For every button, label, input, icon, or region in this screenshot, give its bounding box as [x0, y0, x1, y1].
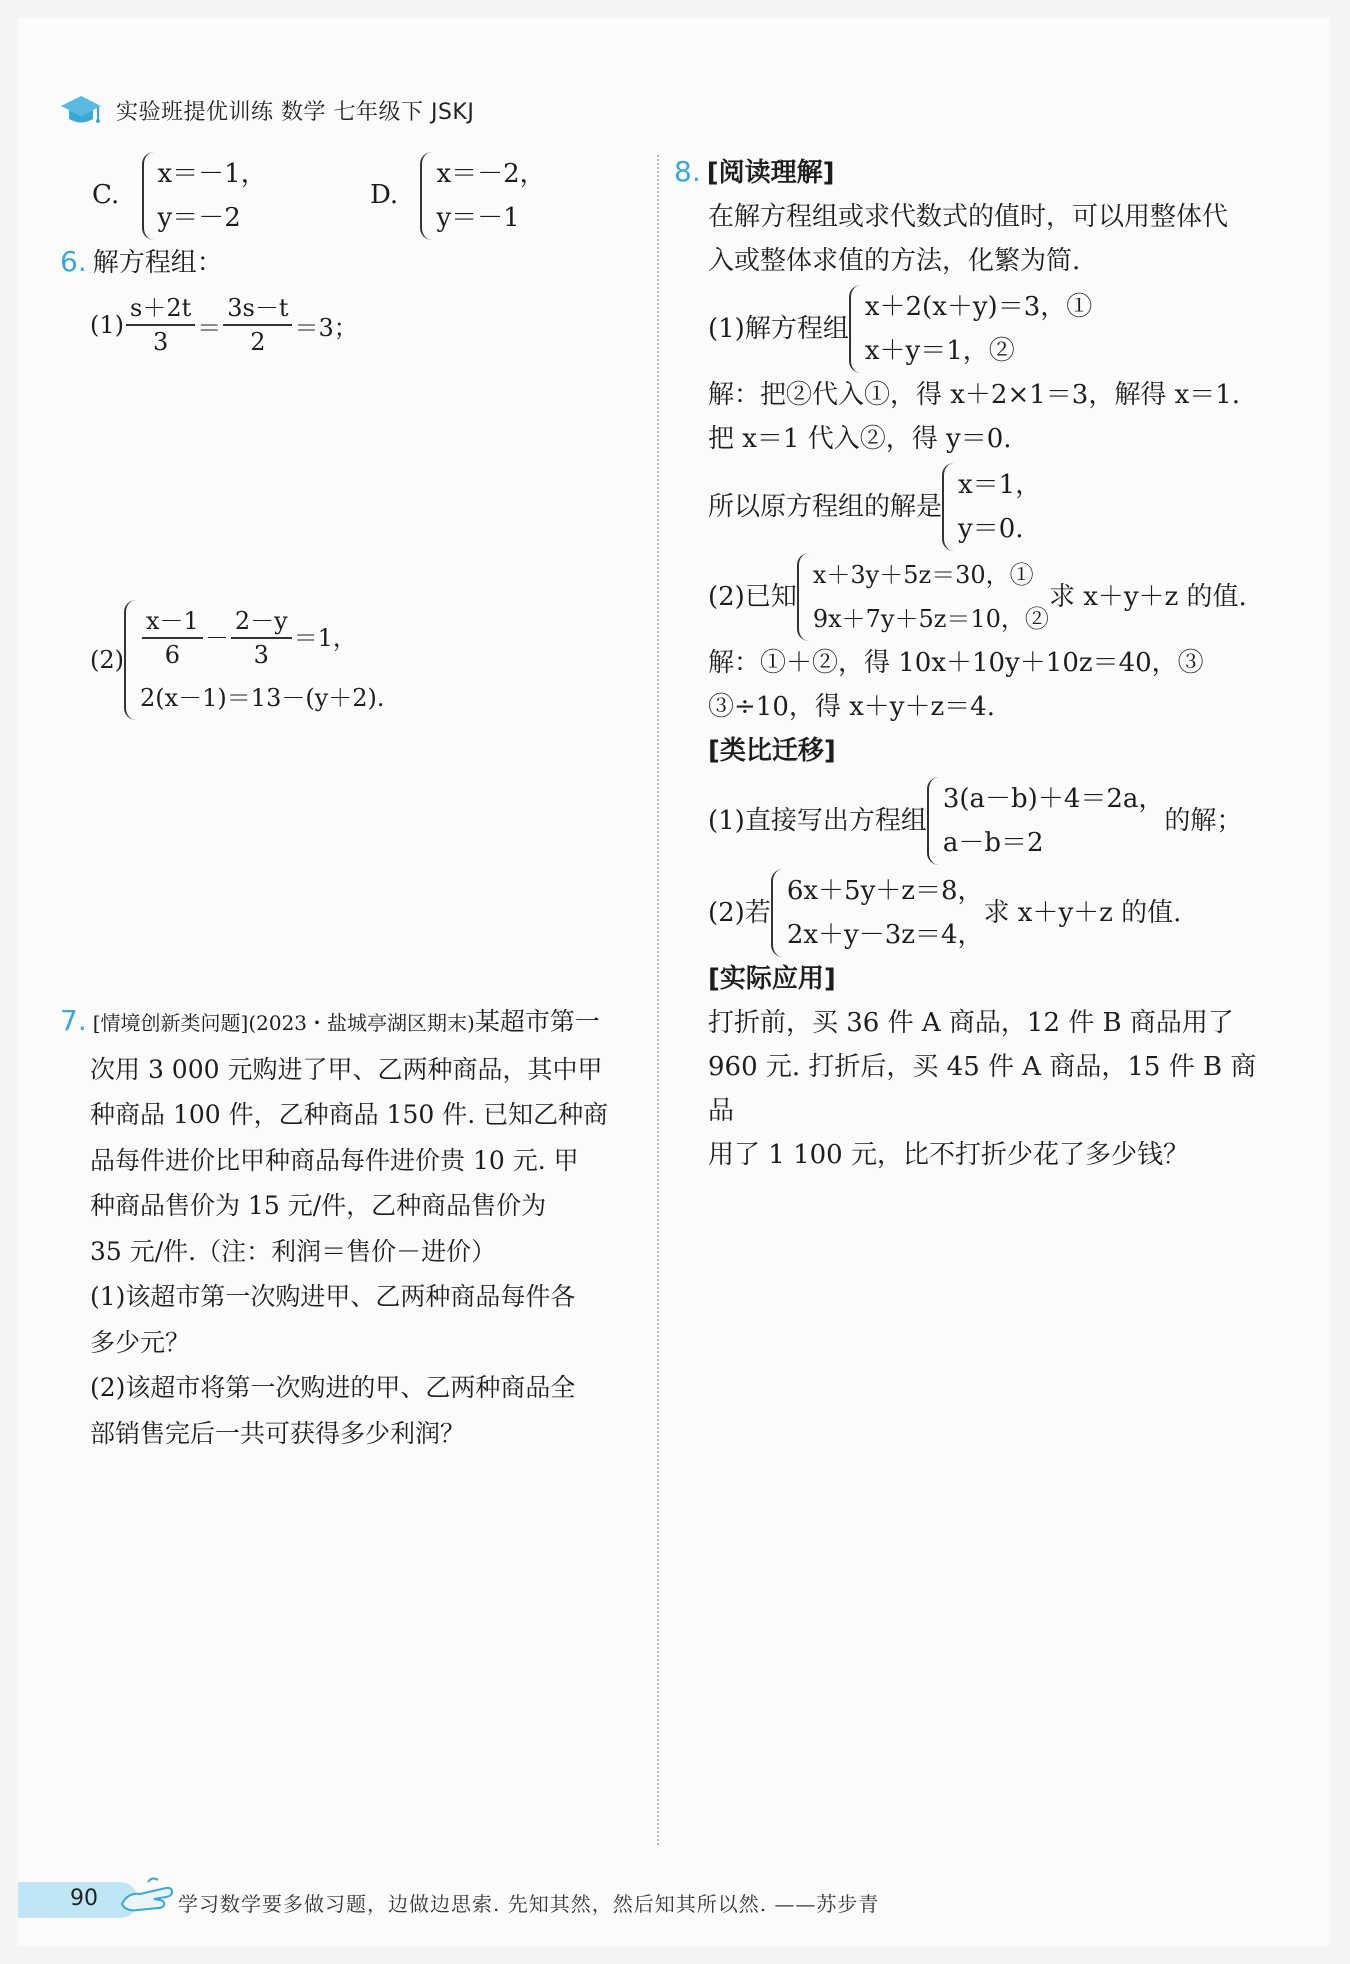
footer	[18, 1874, 1330, 1926]
solution-line: 把 x＝1 代入②，得 y＝0.	[708, 424, 1012, 454]
example-label: (2)已知	[708, 582, 797, 612]
q7-line: 种商品售价为 15 元/件，乙种商品售价为	[90, 1191, 547, 1220]
q8-intro-line: 入或整体求值的方法，化繁为简.	[708, 246, 1081, 276]
q7-line: 35 元/件.（注：利润＝售价－进价）	[90, 1236, 497, 1266]
fraction-denominator: 2	[250, 328, 266, 356]
q6-part2	[90, 600, 385, 720]
example-label: (1)解方程组	[708, 314, 849, 344]
q6-part1-label: (1)	[90, 311, 124, 339]
q7-line: 品每件进价比甲种商品每件进价贵 10 元. 甲	[90, 1145, 579, 1175]
q8-example2	[708, 553, 1274, 641]
q7	[60, 998, 650, 1456]
brace	[771, 869, 783, 957]
q7-first-line	[60, 998, 650, 1047]
fraction	[223, 292, 292, 358]
fraction	[126, 292, 195, 358]
fraction-numerator: 3s－t	[223, 292, 292, 326]
q6-heading	[60, 240, 223, 285]
q7-line: 种商品 100 件，乙种商品 150 件. 已知乙种商	[90, 1100, 609, 1129]
fraction-denominator: 3	[253, 641, 269, 669]
system-line: 6x＋5y＋z＝8，	[786, 876, 984, 906]
fraction	[142, 605, 203, 671]
q5-option-d-system	[420, 152, 545, 240]
q6-part2-system	[124, 600, 385, 720]
fraction-numerator: s＋2t	[126, 292, 195, 326]
system-line: x＝－2，	[436, 159, 546, 189]
graduation-cap-icon	[60, 93, 102, 127]
brace	[420, 152, 432, 240]
q8-transfer1	[708, 777, 1274, 865]
fraction-denominator: 6	[164, 641, 181, 669]
system-line: x＋y＝1，②	[864, 336, 1015, 366]
header-title: 实验班提优训练 数学 七年级下 JSKJ	[116, 99, 475, 125]
application-line: 打折前，买 36 件 A 商品，12 件 B 商品用了	[708, 1008, 1234, 1038]
brace	[942, 463, 954, 551]
system-line: 9x＋7y＋5z＝10，②	[812, 605, 1049, 633]
system-line: 3(a－b)＋4＝2a，	[942, 784, 1165, 814]
fraction-numerator: x－1	[142, 605, 203, 639]
q5-option-c	[92, 152, 267, 240]
q5-option-d-label: D.	[370, 180, 399, 210]
q8-example1	[708, 285, 1274, 373]
question-number: 8.	[674, 155, 701, 188]
fraction-denominator: 3	[152, 328, 169, 356]
minus-sign: －	[204, 624, 229, 652]
system-line: x＋3y＋5z＝30，①	[812, 561, 1034, 589]
q7-line: 某超市第一	[474, 1007, 600, 1036]
q5-option-c-system	[142, 152, 267, 240]
brace	[142, 152, 154, 240]
system-line: 2(x－1)＝13－(y＋2).	[140, 684, 385, 712]
fraction	[231, 605, 292, 671]
task-label: (1)直接写出方程组	[708, 806, 927, 836]
equation-system	[771, 869, 984, 957]
system-line: a－b＝2	[942, 828, 1044, 858]
q8-solution1-conclusion	[708, 463, 1274, 551]
system-line: y＝－2	[157, 203, 241, 233]
equation-system	[927, 777, 1165, 865]
footer-quote: 学习数学要多做习题，边做边思索. 先知其然，然后知其所以然. ——苏步青	[178, 1892, 880, 1916]
equation-system	[942, 463, 1041, 551]
header	[60, 90, 474, 130]
q8	[674, 150, 1274, 1177]
q7-line: 多少元？	[90, 1327, 191, 1357]
brace	[797, 553, 809, 641]
q8-heading	[674, 150, 1274, 195]
brace	[927, 777, 939, 865]
q5-option-c-label: C.	[92, 180, 120, 210]
solution-line: ③÷10，得 x＋y＋z＝4.	[708, 692, 995, 722]
equation-tail: ＝3；	[294, 313, 358, 342]
task-tail: 的解；	[1164, 806, 1243, 836]
question-number: 6.	[60, 245, 87, 278]
q6-part1	[90, 292, 358, 358]
application-line: 用了 1 100 元，比不打折少花了多少钱？	[708, 1140, 1189, 1170]
solution-line: 解：①＋②，得 10x＋10y＋10z＝40，③	[708, 648, 1204, 678]
q7-line: (2)该超市将第一次购进的甲、乙两种商品全	[90, 1373, 576, 1402]
q7-line: 次用 3 000 元购进了甲、乙两种商品，其中甲	[90, 1054, 603, 1084]
q6-title: 解方程组：	[92, 248, 223, 278]
system-line: y＝0.	[958, 514, 1024, 544]
q8-transfer2	[708, 869, 1274, 957]
fraction-numerator: 2－y	[231, 605, 292, 639]
brace	[124, 600, 136, 720]
q8-intro-line: 在解方程组或求代数式的值时，可以用整体代	[708, 202, 1229, 232]
section-label: [实际应用]	[708, 964, 836, 994]
task-tail: 求 x＋y＋z 的值.	[983, 898, 1182, 928]
question-number: 7.	[60, 1004, 87, 1037]
q7-line: (1)该超市第一次购进甲、乙两种商品每件各	[90, 1282, 576, 1311]
equation-system	[797, 553, 1049, 641]
brace	[849, 285, 861, 373]
equation-system	[849, 285, 1092, 373]
task-label: (2)若	[708, 898, 771, 928]
system-line: x＋2(x＋y)＝3，①	[864, 292, 1093, 322]
q7-source-tag: [情境创新类问题](2023・盐城亭湖区期末)	[92, 1011, 475, 1035]
conclusion-text: 所以原方程组的解是	[708, 492, 943, 522]
section-label: [类比迁移]	[708, 736, 836, 766]
q6-part2-label: (2)	[90, 646, 124, 674]
system-line: 2x＋y－3z＝4，	[786, 920, 984, 950]
solution-line: 解：把②代入①，得 x＋2×1＝3，解得 x＝1.	[708, 380, 1241, 410]
system-line: x＝1，	[958, 470, 1042, 500]
q5-option-d	[370, 152, 546, 240]
application-line: 960 元. 打折后，买 45 件 A 商品，15 件 B 商品	[708, 1052, 1257, 1126]
example-tail: 求 x＋y＋z 的值.	[1048, 582, 1247, 612]
system-line: y＝－1	[436, 203, 520, 233]
equals-sign: ＝	[197, 313, 222, 342]
system-line: x＝－1，	[157, 159, 267, 189]
section-label: [阅读理解]	[706, 158, 835, 188]
page-number: 90	[70, 1886, 98, 1911]
column-divider	[657, 155, 659, 1845]
q7-line: 部销售完后一共可获得多少利润？	[90, 1418, 466, 1448]
system-line	[140, 600, 385, 676]
equation-tail: ＝1，	[293, 624, 357, 652]
